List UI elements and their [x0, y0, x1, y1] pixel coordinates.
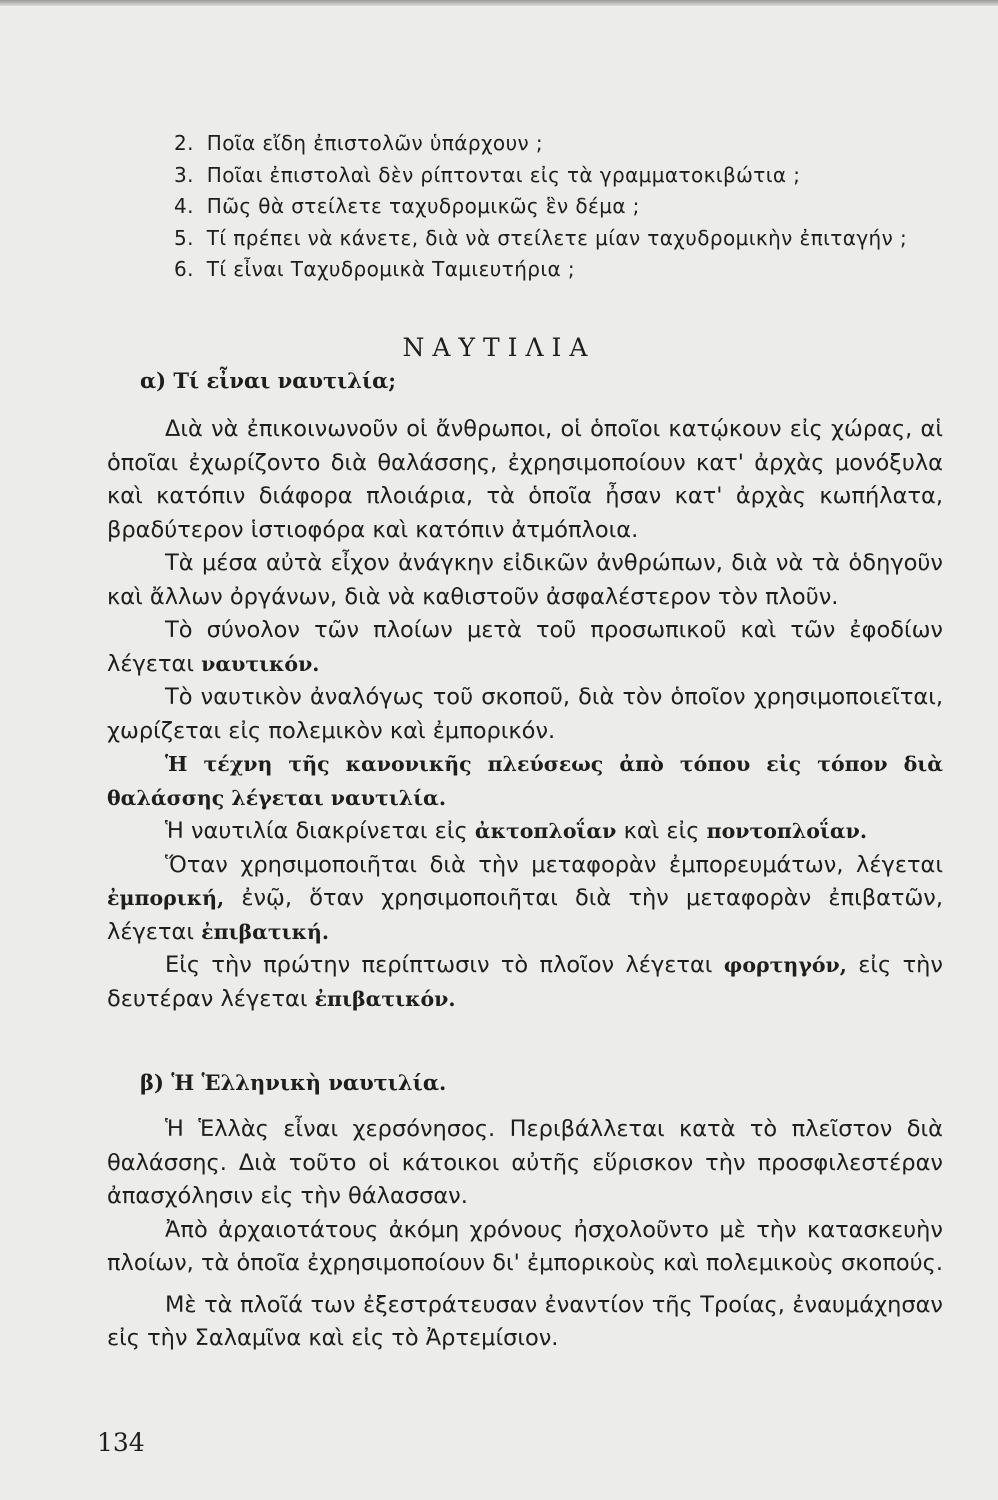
bold-term: ποντοπλοΐαν.	[706, 819, 868, 843]
paragraph: Τὰ μέσα αὐτὰ εἶχον ἀνάγκην εἰδικῶν ἀνθρώπων, διὰ νὰ τὰ ὁδηγοῦν καὶ ἄλλων ὀργάνων, διὰ νὰ καθιστοῦν ἀσφαλέστερον τὸν πλοῦν.	[107, 550, 943, 610]
paragraph-text: Ἡ ναυτιλία διακρίνεται εἰς	[165, 818, 468, 844]
bold-term: ναυτικόν.	[201, 651, 320, 676]
paragraph	[107, 614, 943, 681]
paragraph: Ἡ Ἑλλὰς εἶναι χερσόνησος. Περιβάλλεται κατὰ τὸ πλεῖστον διὰ θαλάσσης. Διὰ τοῦτο οἱ κάτοικοι αὐτῆς εὕρισκον τὴν προσφιλεστέραν ἀπασχόλησιν εἰς τὴν θάλασσαν.	[107, 1116, 943, 1209]
paragraph-text: Εἰς τὴν πρώτην περίπτωσιν τὸ πλοῖον λέγεται	[165, 952, 713, 978]
question-number: 2.	[174, 131, 194, 155]
paragraph: Τὸ ναυτικὸν ἀναλόγως τοῦ σκοποῦ, διὰ τὸν ὁποῖον χρησιμοποιεῖται, χωρίζεται εἰς πολεμικὸν καὶ ἐμπορικόν.	[107, 684, 943, 744]
bold-term: ἐπιβατική.	[201, 919, 330, 944]
bold-term: ἐπιβατικόν.	[314, 986, 456, 1011]
paragraph	[107, 949, 943, 1016]
question-text: Πῶς θὰ στείλετε ταχυδρομικῶς ἓν δέμα ;	[206, 194, 640, 218]
question-list	[174, 128, 964, 286]
question-item	[174, 160, 964, 192]
question-number: 3.	[174, 162, 194, 187]
section-title: ΝΑΥΤΙΛΙΑ	[402, 332, 596, 362]
bold-term: φορτηγόν,	[723, 953, 847, 977]
question-item	[174, 223, 964, 255]
subsection-b-body	[107, 1113, 943, 1356]
subsection-a-body	[107, 413, 943, 1016]
paragraph: Διὰ νὰ ἐπικοινωνοῦν οἱ ἄνθρωποι, οἱ ὁποῖοι κατῴκουν εἰς χώρας, αἱ ὁποῖαι ἐχωρίζοντο διὰ θαλάσσης, ἐχρησιμοποίουν κατ' ἀρχὰς μονόξυλα καὶ κατόπιν διάφορα πλοιάρια, τὰ ὁποῖα ἦσαν κατ' ἀρχὰς κωπήλατα, βραδύτερον ἱστιοφόρα καὶ κατόπιν ἀτμόπλοια.	[107, 416, 943, 543]
question-text: Τί εἶναι Ταχυδρομικὰ Ταμιευτήρια ;	[206, 257, 576, 281]
question-text: Τί πρέπει νὰ κάνετε, διὰ νὰ στείλετε μίαν ταχυδρομικὴν ἐπιταγήν ;	[206, 225, 908, 250]
page-number: 134	[97, 1428, 145, 1457]
question-text: Ποῖα εἴδη ἐπιστολῶν ὑπάρχουν ;	[206, 131, 544, 155]
paragraph	[107, 815, 943, 849]
paragraph-text: εἰς τὴν δευτέραν λέγεται	[107, 952, 943, 1012]
question-number: 5.	[174, 225, 194, 250]
paragraph-text: Ὅταν χρησιμοποιῆται διὰ τὴν μεταφορὰν ἐμπορευμάτων, λέγεται	[165, 851, 943, 878]
paragraph: Μὲ τὰ πλοῖά των ἐξεστράτευσαν ἐναντίον τῆς Τροίας, ἐναυμάχησαν εἰς τὴν Σαλαμῖνα καὶ εἰς τὸ Ἀρτεμίσιον.	[107, 1291, 943, 1351]
paragraph	[107, 849, 943, 950]
bold-term: ἐμπορική,	[107, 886, 225, 910]
subsection-a-heading: α) Τί εἶναι ναυτιλία;	[140, 368, 397, 393]
subsection-b-heading: β) Ἡ Ἑλληνικὴ ναυτιλία.	[140, 1070, 447, 1095]
page-top-edge	[0, 0, 998, 6]
question-text: Ποῖαι ἐπιστολαὶ δὲν ρίπτονται εἰς τὰ γραμματοκιβώτια ;	[206, 162, 801, 187]
question-item	[174, 128, 964, 160]
definition-paragraph: Ἡ τέχνη τῆς κανονικῆς πλεύσεως ἀπὸ τόπου εἰς τόπον διὰ θαλάσσης λέγεται ναυτιλία.	[107, 752, 943, 810]
question-item	[174, 191, 964, 223]
paragraph: Ἀπὸ ἀρχαιοτάτους ἀκόμη χρόνους ἠσχολοῦντο μὲ τὴν κατασκευὴν πλοίων, τὰ ὁποῖα ἐχρησιμοποίουν δι' ἐμπορικοὺς καὶ πολεμικοὺς σκοπούς.	[107, 1216, 944, 1276]
paragraph-text: Τὸ σύνολον τῶν πλοίων μετὰ τοῦ προσωπικοῦ καὶ τῶν ἐφοδίων λέγεται	[107, 617, 943, 677]
question-item	[174, 254, 964, 286]
paragraph-text: ἐνῷ, ὅταν χρησιμοποιῆται διὰ τὴν μεταφορὰν ἐπιβατῶν, λέγεται	[107, 885, 944, 945]
question-number: 6.	[174, 257, 194, 281]
question-number: 4.	[174, 194, 194, 218]
bold-term: ἀκτοπλοΐαν	[474, 819, 617, 843]
paragraph-text: καὶ εἰς	[623, 818, 700, 844]
